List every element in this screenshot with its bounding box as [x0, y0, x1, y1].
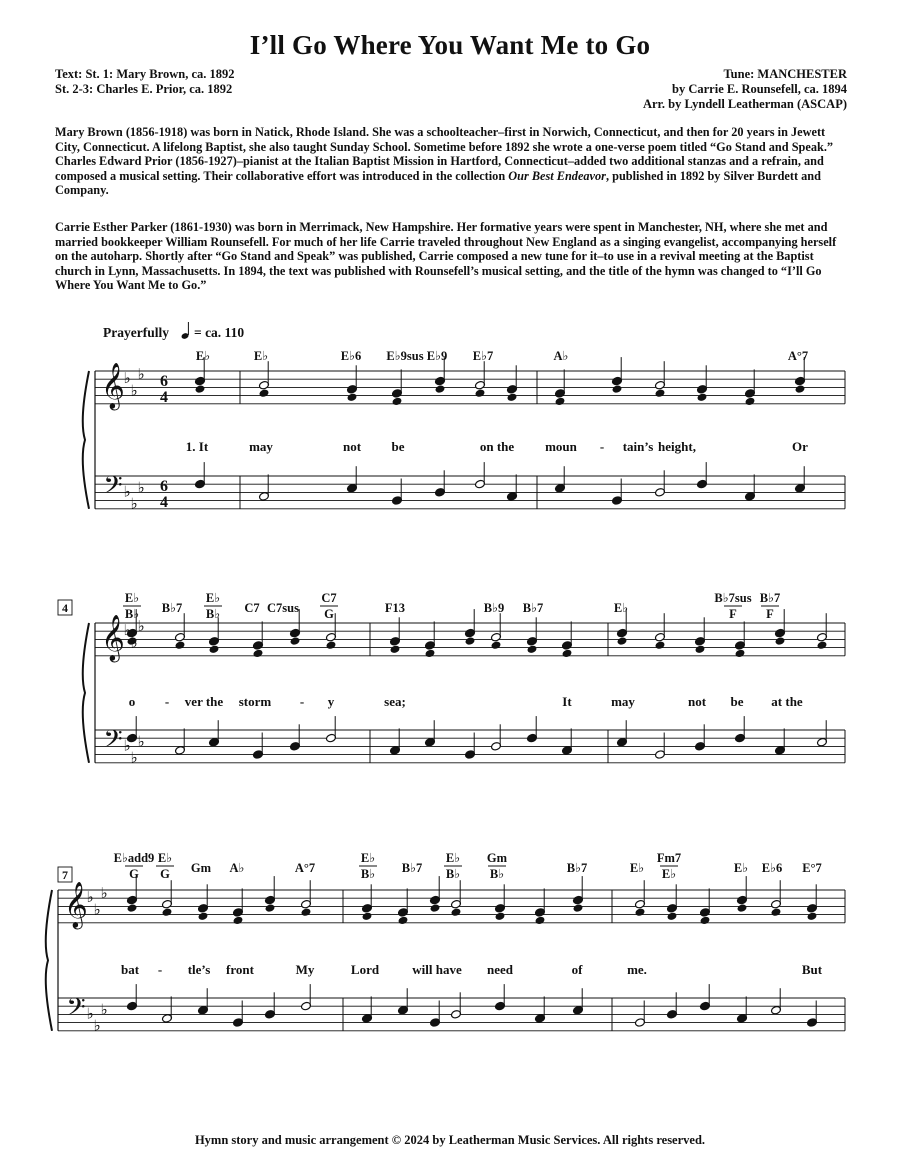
treble-notehead: [495, 912, 506, 922]
treble-notehead: [667, 912, 678, 922]
key-signature-flat: ♭: [130, 635, 138, 652]
key-signature-flat: ♭: [130, 496, 138, 513]
lyric-syllable: ver the: [184, 694, 224, 709]
treble-notehead: [290, 636, 301, 646]
chord-symbol-E♭: E♭: [733, 861, 749, 875]
treble-notehead: [807, 912, 818, 922]
key-signature-flat: ♭: [137, 619, 145, 636]
time-signature-top: 6: [160, 478, 168, 495]
lyric-syllable: -: [599, 439, 605, 454]
chord-bass-E♭/B♭: B♭: [360, 867, 376, 881]
chord-symbol-A°7: A°7: [787, 349, 809, 363]
key-signature-flat: ♭: [100, 1002, 108, 1019]
lyric-syllable: at the: [771, 694, 803, 709]
treble-notehead: [573, 903, 584, 913]
chord-symbol-E♭9sus: E♭9sus: [386, 349, 424, 363]
story-p1-collection-title: Our Best Endeavor: [508, 168, 606, 183]
treble-notehead: [555, 397, 566, 407]
treble-notehead: [259, 388, 270, 398]
treble-notehead: [697, 393, 708, 403]
treble-notehead: [475, 388, 486, 398]
chord-symbol-C7sus: C7sus: [267, 601, 299, 615]
key-signature-flat: ♭: [130, 383, 138, 400]
treble-notehead: [745, 397, 756, 407]
chord-symbol-E°7: E°7: [802, 861, 822, 875]
chord-symbol-B♭7: B♭7: [566, 861, 588, 875]
lyric-syllable: be: [391, 439, 405, 454]
chord-bass-E♭/B♭: B♭: [205, 607, 221, 621]
treble-notehead: [390, 645, 401, 655]
chord-symbol-Gm: Gm: [190, 861, 212, 875]
treble-notehead: [253, 649, 264, 659]
key-signature-flat: ♭: [123, 371, 131, 388]
chord-symbol-E♭9: E♭9: [426, 349, 448, 363]
key-signature-flat: ♭: [86, 1006, 94, 1023]
lyric-syllable: not: [342, 439, 362, 454]
treble-notehead: [198, 912, 209, 922]
chord-symbol-E♭7: E♭7: [472, 349, 494, 363]
time-signature-top: 6: [160, 373, 168, 390]
treble-notehead: [635, 907, 646, 917]
story-p1-part1: Mary Brown (1856-1918) was born in Natick, Rhode Island. She was a schoolteacher–first in Norwich, Connecticut, and then for 20 years in Jewett City, Connecticut. A lifelong Baptist, she also taught Sunday School. Sometime before 1892 she wrote a one-verse poem titled “Go Stand and Speak.” Charles Edward Prior (1856-1927)–pianist at the Italian Baptist Mission in Hartford, Connecticut–added two additional stanzas and a refrain, and composed a musical setting. Their collaborative effort was introduced in the collection: [55, 125, 834, 183]
key-signature-flat: ♭: [123, 623, 131, 640]
chord-symbol-E♭: E♭: [195, 349, 211, 363]
story-p1-part2: , published in 1892 by Silver Burdett and Company.: [55, 168, 821, 197]
treble-notehead: [392, 397, 403, 407]
treble-notehead: [795, 384, 806, 394]
key-signature-flat: ♭: [123, 484, 131, 501]
key-signature-flat: ♭: [137, 480, 145, 497]
treble-notehead: [735, 649, 746, 659]
treble-notehead: [655, 388, 666, 398]
treble-notehead: [326, 640, 337, 650]
chord-symbol-E♭: E♭: [613, 601, 629, 615]
time-signature-bottom: 4: [160, 389, 168, 406]
key-signature-flat: ♭: [137, 734, 145, 751]
chord-bass-Fm7/E♭: E♭: [661, 867, 677, 881]
chord-symbol-E♭/B♭: E♭: [205, 591, 221, 605]
chord-bass-E♭/G: G: [160, 867, 170, 881]
tempo-value: = ca. 110: [194, 325, 245, 340]
lyric-syllable: me.: [627, 962, 647, 977]
chord-symbol-E♭: E♭: [629, 861, 645, 875]
key-signature-flat: ♭: [130, 750, 138, 767]
key-signature-flat: ♭: [93, 1018, 101, 1035]
chord-symbol-E♭: E♭: [253, 349, 269, 363]
key-signature-flat: ♭: [93, 902, 101, 919]
tune-credit-line-3: Arr. by Lyndell Leatherman (ASCAP): [642, 97, 847, 111]
chord-symbol-F13: F13: [384, 601, 406, 615]
chord-symbol-E♭/B♭: E♭: [445, 851, 461, 865]
chord-bass-E♭/B♭: B♭: [445, 867, 461, 881]
lyric-syllable: -: [164, 694, 170, 709]
copyright-footer: Hymn story and music arrangement © 2024 by Leatherman Music Services. All rights reserved.: [194, 1133, 706, 1147]
key-signature-flat: ♭: [137, 367, 145, 384]
page-title: I’ll Go Where You Want Me to Go: [249, 30, 651, 60]
treble-notehead: [817, 640, 828, 650]
treble-notehead: [435, 384, 446, 394]
treble-notehead: [175, 640, 186, 650]
chord-symbol-B♭7: B♭7: [522, 601, 544, 615]
bass-clef: 𝄢: [66, 994, 86, 1027]
treble-notehead: [617, 636, 628, 646]
measure-number: 7: [62, 868, 68, 882]
treble-notehead: [562, 649, 573, 659]
treble-notehead: [233, 916, 244, 926]
treble-notehead: [491, 640, 502, 650]
lyric-syllable: may: [611, 694, 635, 709]
treble-notehead: [451, 907, 462, 917]
lyric-syllable: sea;: [384, 694, 406, 709]
treble-notehead: [127, 903, 138, 913]
treble-clef: 𝄞: [101, 615, 125, 660]
lyric-syllable: on the: [479, 439, 515, 454]
chord-symbol-E♭/B♭: E♭: [360, 851, 376, 865]
text-credit-line-1: Text: St. 1: Mary Brown, ca. 1892: [55, 67, 235, 81]
lyric-syllable: tle’s: [187, 962, 211, 977]
text-credit-line-2: St. 2-3: Charles E. Prior, ca. 1892: [55, 82, 233, 96]
time-signature-bottom: 4: [160, 494, 168, 511]
lyric-syllable: bat: [120, 962, 140, 977]
treble-notehead: [771, 907, 782, 917]
key-signature-flat: ♭: [86, 890, 94, 907]
treble-notehead: [695, 645, 706, 655]
tune-credit-line-2: by Carrie E. Rounsefell, ca. 1894: [672, 82, 847, 96]
lyric-syllable: may: [249, 439, 273, 454]
chord-symbol-E♭add9/G: E♭add9: [113, 851, 155, 865]
lyric-syllable: not: [687, 694, 707, 709]
chord-bass-E♭add9/G: G: [129, 867, 139, 881]
key-signature-flat: ♭: [100, 886, 108, 903]
treble-clef: 𝄞: [64, 882, 88, 927]
chord-symbol-A°7: A°7: [294, 861, 316, 875]
piano-brace: [83, 623, 89, 763]
system-2: [58, 600, 845, 763]
chord-bass-C7/G: G: [324, 607, 334, 621]
lyric-syllable: need: [487, 962, 513, 977]
chord-bass-E♭/B♭: B♭: [124, 607, 140, 621]
system-3: [46, 866, 845, 1031]
chord-symbol-C7/G: C7: [321, 591, 337, 605]
treble-notehead: [195, 384, 206, 394]
chord-bass-B♭7sus/F: F: [729, 607, 737, 621]
chord-symbol-E♭/G: E♭: [157, 851, 173, 865]
tune-credit-line-1: Tune: MANCHESTER: [723, 67, 847, 81]
treble-notehead: [465, 636, 476, 646]
tempo-marking: Prayerfully: [103, 325, 169, 340]
lyric-syllable: be: [730, 694, 744, 709]
treble-notehead: [265, 903, 276, 913]
measure-number: 4: [62, 601, 68, 615]
piano-brace: [83, 371, 89, 509]
chord-symbol-E♭6: E♭6: [761, 861, 783, 875]
bass-clef: 𝄢: [103, 472, 123, 505]
treble-notehead: [347, 393, 358, 403]
lyric-syllable: moun: [545, 439, 577, 454]
treble-notehead: [775, 636, 786, 646]
key-signature-flat: ♭: [123, 738, 131, 755]
chord-bass-B♭7/F: F: [766, 607, 774, 621]
chord-symbol-A♭: A♭: [229, 861, 245, 875]
treble-notehead: [507, 393, 518, 403]
lyric-syllable: will have: [412, 962, 462, 977]
lyric-syllable: y: [327, 694, 335, 709]
treble-notehead: [362, 912, 373, 922]
lyric-syllable: It: [562, 694, 572, 709]
lyric-syllable: My: [295, 962, 315, 977]
lyric-syllable: height,: [658, 439, 696, 454]
lyric-syllable: tain’s: [622, 439, 654, 454]
treble-notehead: [430, 903, 441, 913]
treble-notehead: [527, 645, 538, 655]
chord-symbol-B♭9: B♭9: [483, 601, 505, 615]
chord-symbol-Gm/B♭: Gm: [486, 851, 508, 865]
treble-notehead: [612, 384, 623, 394]
story-p2: Carrie Esther Parker (1861-1930) was born in Merrimack, New Hampshire. Her formative years were spent in Manchester, NH, where she met and married bookkeeper William Rounsefell. For much of her life Carrie traveled throughout New England as a singing evangelist, accompanying herself on the autoharp. Shortly after “Go Stand and Speak” was published, Carrie composed a new tune for it–to use in a revival meeting at the Baptist church in Lynn, Massachusetts. In 1894, the text was published with Rounsefell’s musical setting, and the title of the hymn was changed to “I’ll Go Where You Want Me to Go.”: [55, 220, 837, 292]
chord-symbol-B♭7/F: B♭7: [759, 591, 781, 605]
piano-brace: [46, 890, 52, 1031]
bass-clef: 𝄢: [103, 726, 123, 759]
treble-notehead: [162, 907, 173, 917]
lyric-syllable: of: [571, 962, 583, 977]
chord-symbol-B♭7sus/F: B♭7sus: [714, 591, 752, 605]
chord-symbol-Fm7/E♭: Fm7: [656, 851, 682, 865]
lyric-syllable: Lord: [350, 962, 380, 977]
chord-bass-Gm/B♭: B♭: [489, 867, 505, 881]
chord-symbol-B♭7: B♭7: [161, 601, 183, 615]
chord-symbol-E♭/B♭: E♭: [124, 591, 140, 605]
treble-notehead: [535, 916, 546, 926]
treble-notehead: [737, 903, 748, 913]
lyric-syllable: front: [226, 962, 254, 977]
chord-symbol-A♭: A♭: [553, 349, 569, 363]
lyric-syllable: storm: [238, 694, 272, 709]
lyric-syllable: -: [299, 694, 305, 709]
chord-symbol-E♭6: E♭6: [340, 349, 362, 363]
treble-notehead: [700, 916, 711, 926]
treble-notehead: [655, 640, 666, 650]
lyric-syllable: Or: [792, 439, 808, 454]
treble-notehead: [209, 645, 220, 655]
treble-clef: 𝄞: [101, 363, 125, 408]
treble-notehead: [425, 649, 436, 659]
lyric-syllable: -: [157, 962, 163, 977]
lyric-syllable: But: [801, 962, 823, 977]
treble-notehead: [398, 916, 409, 926]
chord-symbol-B♭7: B♭7: [401, 861, 423, 875]
treble-notehead: [301, 907, 312, 917]
lyric-syllable: 1. It: [185, 439, 209, 454]
chord-symbol-C7: C7: [244, 601, 260, 615]
lyric-syllable: o: [128, 694, 136, 709]
